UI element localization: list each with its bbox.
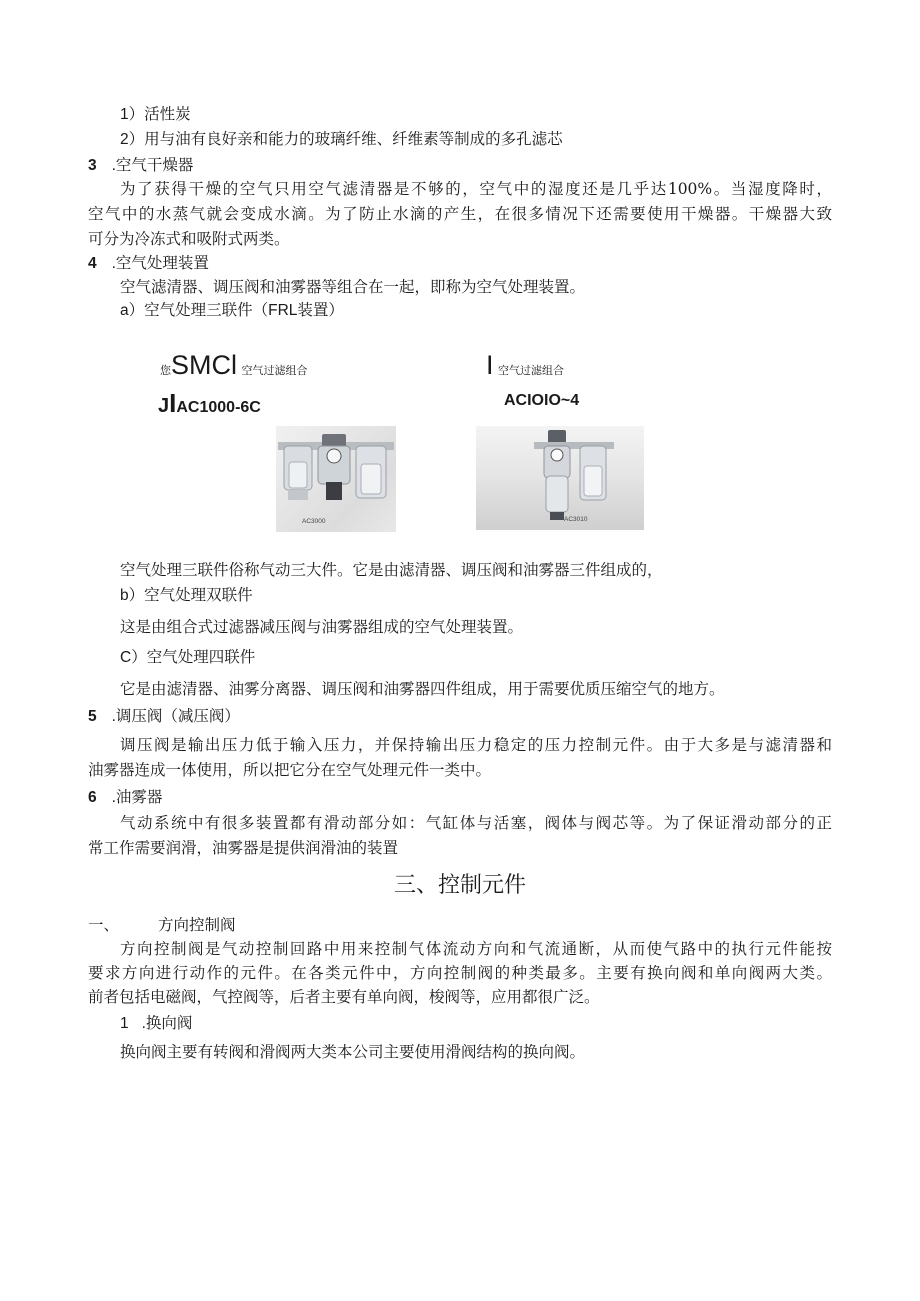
frl-unit-photo-right — [476, 426, 644, 530]
heading-directional-valve — [88, 915, 235, 936]
right-model-line — [504, 392, 579, 410]
left-caption: 空气过滤组合 — [241, 365, 308, 377]
left-model-number: AC1000-6C — [176, 399, 261, 416]
heading-number: 5 — [88, 708, 97, 725]
right-bar: I — [486, 350, 494, 380]
paragraph-dryer-line1: 为了获得干燥的空气只用空气滤清器是不够的，空气中的湿度还是几乎达100%。当湿度降时， — [120, 180, 832, 198]
heading-text: 方向控制阀 — [157, 917, 236, 934]
brand-logo: SMCl — [171, 350, 237, 380]
left-model-line — [158, 388, 261, 419]
heading-number: 3 — [88, 157, 97, 174]
paragraph-directional-line1: 方向控制阀是气动控制回路中用来控制气体流动方向和气流通断，从而使气路中的执行元件能按 — [120, 940, 832, 958]
frl-unit-illustration — [276, 426, 396, 532]
paragraph-dryer-line3: 可分为冷冻式和吸附式两类。 — [88, 230, 290, 248]
right-figure-header — [486, 350, 564, 380]
paragraph-air-treatment: 空气滤清器、调压阀和油雾器等组合在一起，即称为空气处理装置。 — [120, 278, 586, 296]
paragraph-double-unit: 这是由组合式过滤器减压阀与油雾器组成的空气处理装置。 — [120, 618, 524, 636]
heading-text: .油雾器 — [111, 789, 163, 806]
left-prefix: 您 — [160, 365, 171, 377]
paragraph-lubricator-line2: 常工作需要润滑，油雾器是提供润滑油的装置 — [88, 839, 399, 857]
paragraph-dryer-line2: 空气中的水蒸气就会变成水滴。为了防止水滴的产生，在很多情况下还需要使用干燥器。干燥器大致 — [88, 205, 832, 223]
paragraph-reversing-valve: 换向阀主要有转阀和滑阀两大类本公司主要使用滑阀结构的换向阀。 — [120, 1043, 586, 1061]
subheading-frl: a）空气处理三联件（FRL装置） — [120, 302, 344, 319]
heading-lubricator — [88, 787, 162, 808]
heading-text: .调压阀（减压阀） — [111, 708, 240, 725]
paragraph-regulator-line2: 油雾器连成一体使用，所以把它分在空气处理元件一类中。 — [88, 761, 492, 779]
list-item-filter-element: 2）用与油有良好亲和能力的玻璃纤维、纤维素等制成的多孔滤芯 — [120, 131, 563, 148]
list-item-activated-carbon: 1）活性炭 — [120, 106, 191, 123]
photo-label-left: AC3000 — [302, 518, 326, 525]
frl-unit-photo-left — [276, 426, 396, 532]
heading-text: .换向阀 — [141, 1015, 193, 1032]
paragraph-regulator-line1: 调压阀是输出压力低于输入压力，并保持输出压力稳定的压力控制元件。由于大多是与滤清器和 — [120, 736, 832, 754]
heading-pressure-regulator — [88, 706, 240, 727]
heading-number: 1 — [120, 1015, 129, 1032]
paragraph-directional-line2: 要求方向进行动作的元件。在各类元件中，方向控制阀的种类最多。主要有换向阀和单向阀两大类。 — [88, 964, 832, 982]
photo-label-right: AC3010 — [564, 516, 588, 523]
heading-text: .空气处理装置 — [111, 255, 209, 272]
heading-air-treatment — [88, 253, 209, 274]
heading-air-dryer — [88, 155, 193, 176]
paragraph-quad-unit: 它是由滤清器、油雾分离器、调压阀和油雾器四件组成，用于需要优质压缩空气的地方。 — [120, 680, 725, 698]
subheading-quad-unit: C）空气处理四联件 — [120, 649, 256, 666]
right-caption: 空气过滤组合 — [497, 365, 564, 377]
heading-reversing-valve — [120, 1013, 192, 1034]
section-title: 三、控制元件 — [393, 873, 526, 898]
heading-number: 一、 — [88, 917, 120, 934]
heading-number: 4 — [88, 255, 97, 272]
left-model-bar: I — [169, 388, 177, 418]
frl-unit-illustration — [476, 426, 644, 530]
paragraph-directional-line3: 前者包括电磁阀，气控阀等，后者主要有单向阀，梭阀等，应用都很广泛。 — [88, 988, 600, 1006]
left-model-prefix: J — [158, 395, 170, 417]
heading-number: 6 — [88, 789, 97, 806]
paragraph-frl-desc: 空气处理三联件俗称气动三大件。它是由滤清器、调压阀和油雾器三件组成的， — [120, 561, 663, 579]
left-figure-header — [160, 350, 307, 380]
heading-text: .空气干燥器 — [111, 157, 194, 174]
right-model-number: ACIOIO~4 — [504, 392, 580, 409]
subheading-double-unit: b）空气处理双联件 — [120, 587, 253, 604]
paragraph-lubricator-line1: 气动系统中有很多装置都有滑动部分如：气缸体与活塞，阀体与阀芯等。为了保证滑动部分的正 — [120, 814, 832, 832]
